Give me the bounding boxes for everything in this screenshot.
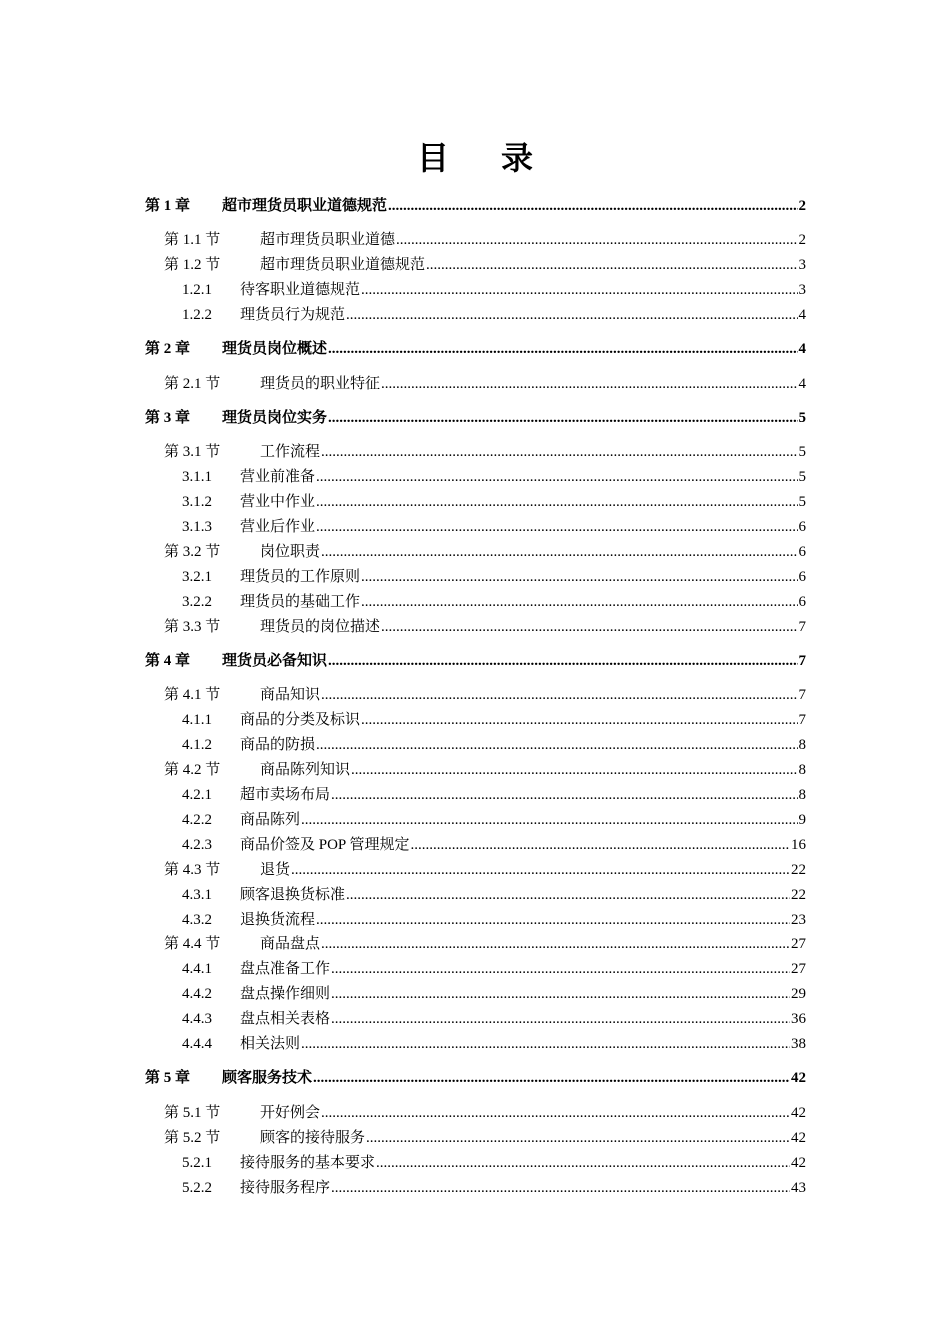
toc-entry[interactable] bbox=[164, 859, 806, 881]
toc-entry[interactable] bbox=[182, 1177, 806, 1199]
toc-entry-number: 4.2.3 bbox=[182, 837, 212, 853]
toc-dot-leader bbox=[321, 441, 797, 463]
toc-entry-page: 3 bbox=[798, 282, 806, 298]
toc-entry[interactable] bbox=[182, 809, 806, 831]
toc-entry[interactable] bbox=[182, 516, 806, 538]
toc-entry-number: 第 4.1 节 bbox=[164, 687, 221, 703]
toc-entry-page: 42 bbox=[791, 1070, 806, 1086]
toc-entry-page: 8 bbox=[798, 787, 806, 803]
toc-entry[interactable] bbox=[182, 983, 806, 1005]
toc-dot-leader bbox=[301, 809, 797, 831]
toc-entry[interactable] bbox=[182, 958, 806, 980]
toc-entry-number: 第 1.1 节 bbox=[164, 232, 221, 248]
toc-entry-page: 6 bbox=[798, 594, 806, 610]
toc-entry[interactable] bbox=[145, 650, 806, 672]
toc-dot-leader bbox=[410, 834, 790, 856]
toc-entry-number: 第 1 章 bbox=[145, 198, 191, 214]
toc-entry-number: 3.2.2 bbox=[182, 594, 212, 610]
toc-entry[interactable] bbox=[182, 1152, 806, 1174]
toc-entry-title: 商品陈列知识 bbox=[260, 762, 351, 778]
toc-dot-leader bbox=[361, 591, 797, 613]
toc-entry-number: 第 4.4 节 bbox=[164, 936, 221, 952]
toc-entry-number: 5.2.2 bbox=[182, 1180, 212, 1196]
toc-entry[interactable] bbox=[182, 909, 806, 931]
toc-entry[interactable] bbox=[164, 541, 806, 563]
toc-entry[interactable] bbox=[182, 591, 806, 613]
toc-entry[interactable] bbox=[182, 566, 806, 588]
toc-entry-title: 盘点相关表格 bbox=[240, 1011, 331, 1027]
toc-entry-title: 盘点准备工作 bbox=[240, 961, 331, 977]
toc-entry[interactable] bbox=[145, 407, 806, 429]
toc-entry-title: 营业前准备 bbox=[240, 469, 316, 485]
toc-dot-leader bbox=[331, 1008, 790, 1030]
toc-dot-leader bbox=[301, 1033, 790, 1055]
toc-entry-page: 29 bbox=[791, 986, 806, 1002]
toc-entry-title: 理货员的工作原则 bbox=[240, 569, 361, 585]
toc-entry-number: 第 2 章 bbox=[145, 341, 191, 357]
toc-entry-title: 顾客服务技术 bbox=[222, 1070, 313, 1086]
toc-dot-leader bbox=[321, 541, 797, 563]
toc-entry-title: 退换货流程 bbox=[240, 912, 316, 928]
toc-dot-leader bbox=[381, 373, 797, 395]
toc-entry[interactable] bbox=[182, 304, 806, 326]
toc-entry-title: 理货员的基础工作 bbox=[240, 594, 361, 610]
toc-entry-page: 27 bbox=[791, 961, 806, 977]
toc-entry-number: 4.4.1 bbox=[182, 961, 212, 977]
toc-entry-page: 5 bbox=[798, 469, 806, 485]
toc-dot-leader bbox=[316, 909, 790, 931]
toc-entry-title: 顾客的接待服务 bbox=[260, 1130, 366, 1146]
toc-dot-leader bbox=[331, 1177, 790, 1199]
toc-entry-number: 4.3.2 bbox=[182, 912, 212, 928]
toc-entry-number: 第 4 章 bbox=[145, 653, 191, 669]
toc-dot-leader bbox=[331, 784, 797, 806]
toc-entry-page: 3 bbox=[798, 257, 806, 273]
toc-entry[interactable] bbox=[164, 1127, 806, 1149]
toc-dot-leader bbox=[361, 566, 797, 588]
toc-entry[interactable] bbox=[164, 759, 806, 781]
toc-entry-title: 理货员的职业特征 bbox=[260, 376, 381, 392]
toc-dot-leader bbox=[351, 759, 797, 781]
toc-entry-number: 第 3.1 节 bbox=[164, 444, 221, 460]
toc-entry-page: 5 bbox=[798, 494, 806, 510]
toc-entry-title: 理货员岗位概述 bbox=[222, 341, 328, 357]
toc-entry-page: 43 bbox=[791, 1180, 806, 1196]
toc-entry[interactable] bbox=[164, 1102, 806, 1124]
toc-entry-number: 第 4.3 节 bbox=[164, 862, 221, 878]
toc-entry-title: 理货员行为规范 bbox=[240, 307, 346, 323]
toc-entry-number: 5.2.1 bbox=[182, 1155, 212, 1171]
toc-dot-leader bbox=[321, 1102, 790, 1124]
toc-entry[interactable] bbox=[182, 784, 806, 806]
toc-entry-number: 第 5.1 节 bbox=[164, 1105, 221, 1121]
toc-entry[interactable] bbox=[164, 933, 806, 955]
toc-entry-title: 理货员必备知识 bbox=[222, 653, 328, 669]
toc-entry-number: 1.2.1 bbox=[182, 282, 212, 298]
toc-dot-leader bbox=[316, 491, 797, 513]
toc-entry-page: 23 bbox=[791, 912, 806, 928]
toc-entry-title: 超市卖场布局 bbox=[240, 787, 331, 803]
toc-dot-leader bbox=[331, 958, 790, 980]
toc-entry-number: 第 3.2 节 bbox=[164, 544, 221, 560]
toc-entry-title: 营业后作业 bbox=[240, 519, 316, 535]
toc-entry-number: 4.4.3 bbox=[182, 1011, 212, 1027]
toc-entry[interactable] bbox=[182, 1033, 806, 1055]
toc-entry-number: 4.2.1 bbox=[182, 787, 212, 803]
toc-entry[interactable] bbox=[182, 709, 806, 731]
toc-entry-number: 4.1.2 bbox=[182, 737, 212, 753]
toc-entry-title: 工作流程 bbox=[260, 444, 321, 460]
toc-dot-leader bbox=[331, 983, 790, 1005]
toc-entry-page: 5 bbox=[798, 410, 806, 426]
toc-dot-leader bbox=[361, 709, 797, 731]
toc-entry-page: 42 bbox=[791, 1155, 806, 1171]
toc-entry-page: 7 bbox=[798, 619, 806, 635]
toc-entry-title: 开好例会 bbox=[260, 1105, 321, 1121]
toc-entry-number: 3.1.3 bbox=[182, 519, 212, 535]
page-title: 目 录 bbox=[416, 140, 555, 176]
toc-dot-leader bbox=[396, 229, 797, 251]
toc-entry[interactable] bbox=[164, 373, 806, 395]
toc-entry-page: 7 bbox=[798, 712, 806, 728]
toc-entry-page: 7 bbox=[798, 653, 806, 669]
toc-entry[interactable] bbox=[182, 884, 806, 906]
toc-entry[interactable] bbox=[145, 338, 806, 360]
toc-entry-page: 5 bbox=[798, 444, 806, 460]
toc-entry-title: 商品盘点 bbox=[260, 936, 321, 952]
toc-entry[interactable] bbox=[182, 491, 806, 513]
toc-entry-title: 商品的防损 bbox=[240, 737, 316, 753]
toc-entry-page: 36 bbox=[791, 1011, 806, 1027]
toc-entry-number: 4.3.1 bbox=[182, 887, 212, 903]
toc-entry[interactable] bbox=[145, 195, 806, 217]
toc-dot-leader bbox=[316, 466, 797, 488]
toc-entry-page: 2 bbox=[798, 198, 806, 214]
toc-entry-page: 6 bbox=[798, 544, 806, 560]
toc-entry-number: 第 5.2 节 bbox=[164, 1130, 221, 1146]
toc-entry-title: 接待服务程序 bbox=[240, 1180, 331, 1196]
toc-entry-page: 8 bbox=[798, 737, 806, 753]
toc-entry-title: 退货 bbox=[260, 862, 291, 878]
toc-entry-page: 7 bbox=[798, 687, 806, 703]
toc-entry-number: 第 5 章 bbox=[145, 1070, 191, 1086]
toc-entry[interactable] bbox=[164, 229, 806, 251]
toc-entry-page: 16 bbox=[791, 837, 806, 853]
toc-entry-number: 第 3 章 bbox=[145, 410, 191, 426]
toc-dot-leader bbox=[321, 684, 797, 706]
toc-entry-page: 42 bbox=[791, 1130, 806, 1146]
toc-entry-page: 2 bbox=[798, 232, 806, 248]
toc-dot-leader bbox=[426, 254, 797, 276]
toc-entry-number: 1.2.2 bbox=[182, 307, 212, 323]
toc-entry-page: 9 bbox=[798, 812, 806, 828]
toc-entry-title: 顾客退换货标准 bbox=[240, 887, 346, 903]
toc-entry-number: 4.4.2 bbox=[182, 986, 212, 1002]
toc-entry-number: 4.4.4 bbox=[182, 1036, 212, 1052]
toc-entry[interactable] bbox=[182, 1008, 806, 1030]
toc-dot-leader bbox=[328, 407, 797, 429]
toc-dot-leader bbox=[346, 304, 797, 326]
toc-dot-leader bbox=[321, 933, 790, 955]
toc-entry-title: 相关法则 bbox=[240, 1036, 301, 1052]
toc-entry-number: 3.1.2 bbox=[182, 494, 212, 510]
toc-entry-title: 商品陈列 bbox=[240, 812, 301, 828]
toc-entry-title: 超市理货员职业道德 bbox=[260, 232, 396, 248]
toc-dot-leader bbox=[313, 1067, 790, 1089]
toc-entry-title: 营业中作业 bbox=[240, 494, 316, 510]
toc-entry-number: 第 1.2 节 bbox=[164, 257, 221, 273]
toc-entry-number: 第 3.3 节 bbox=[164, 619, 221, 635]
toc-entry[interactable] bbox=[164, 616, 806, 638]
toc-dot-leader bbox=[328, 338, 797, 360]
toc-entry-title: 理货员岗位实务 bbox=[222, 410, 328, 426]
toc-entry-page: 22 bbox=[791, 887, 806, 903]
toc-entry-page: 6 bbox=[798, 569, 806, 585]
toc-dot-leader bbox=[316, 516, 797, 538]
toc-entry-title: 岗位职责 bbox=[260, 544, 321, 560]
toc-entry-page: 4 bbox=[798, 376, 806, 392]
toc-dot-leader bbox=[328, 650, 797, 672]
toc-entry-page: 6 bbox=[798, 519, 806, 535]
toc-entry-title: 待客职业道德规范 bbox=[240, 282, 361, 298]
toc-entry-page: 8 bbox=[798, 762, 806, 778]
toc-entry-page: 42 bbox=[791, 1105, 806, 1121]
toc-dot-leader bbox=[316, 734, 797, 756]
toc-entry-title: 理货员的岗位描述 bbox=[260, 619, 381, 635]
toc-entry[interactable] bbox=[164, 254, 806, 276]
toc-dot-leader bbox=[346, 884, 790, 906]
toc-entry[interactable] bbox=[164, 441, 806, 463]
toc-entry-page: 38 bbox=[791, 1036, 806, 1052]
toc-entry[interactable] bbox=[182, 466, 806, 488]
toc-dot-leader bbox=[381, 616, 797, 638]
toc-entry-page: 4 bbox=[798, 341, 806, 357]
toc-entry-title: 商品知识 bbox=[260, 687, 321, 703]
toc-entry-number: 4.2.2 bbox=[182, 812, 212, 828]
toc-entry-title: 商品价签及 POP 管理规定 bbox=[240, 837, 410, 853]
toc-entry-number: 3.2.1 bbox=[182, 569, 212, 585]
toc-entry-title: 商品的分类及标识 bbox=[240, 712, 361, 728]
toc-entry[interactable] bbox=[182, 734, 806, 756]
toc-entry-page: 4 bbox=[798, 307, 806, 323]
toc-entry-number: 3.1.1 bbox=[182, 469, 212, 485]
toc-entry-number: 第 4.2 节 bbox=[164, 762, 221, 778]
toc-entry[interactable] bbox=[145, 1067, 806, 1089]
toc-entry-title: 超市理货员职业道德规范 bbox=[260, 257, 426, 273]
toc-entry-title: 超市理货员职业道德规范 bbox=[222, 198, 388, 214]
toc-entry[interactable] bbox=[182, 279, 806, 301]
toc-dot-leader bbox=[291, 859, 790, 881]
toc-entry-page: 22 bbox=[791, 862, 806, 878]
toc-entry-page: 27 bbox=[791, 936, 806, 952]
toc-dot-leader bbox=[388, 195, 797, 217]
toc-entry-title: 盘点操作细则 bbox=[240, 986, 331, 1002]
toc-dot-leader bbox=[376, 1152, 790, 1174]
toc-entry[interactable] bbox=[182, 834, 806, 856]
toc-entry-number: 第 2.1 节 bbox=[164, 376, 221, 392]
toc-entry-number: 4.1.1 bbox=[182, 712, 212, 728]
toc-entry-title: 接待服务的基本要求 bbox=[240, 1155, 376, 1171]
toc-dot-leader bbox=[366, 1127, 790, 1149]
toc-entry[interactable] bbox=[164, 684, 806, 706]
toc-dot-leader bbox=[361, 279, 797, 301]
